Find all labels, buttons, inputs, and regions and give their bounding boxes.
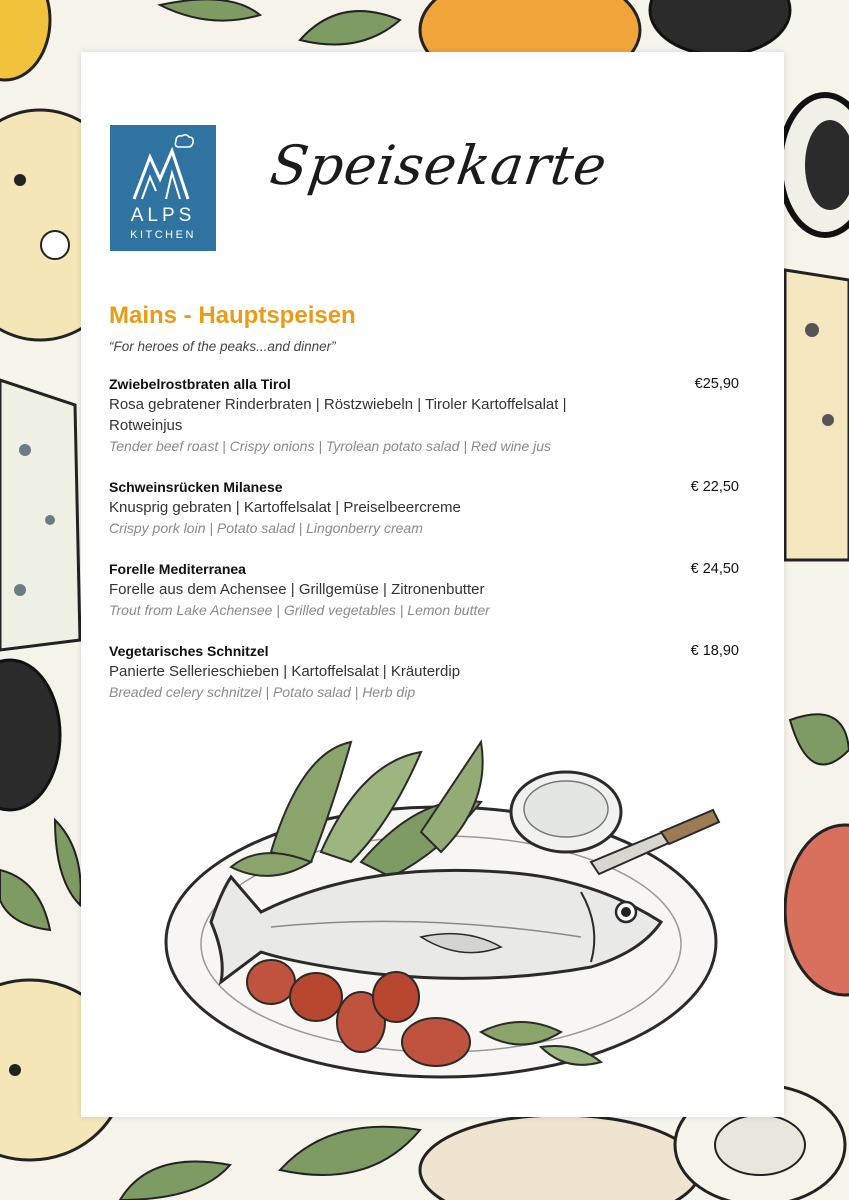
dish-description-de: Panierte Sellerieschieben | Kartoffelsalat | Kräuterdip (109, 663, 461, 680)
menu-card (81, 52, 784, 1117)
dish-name: Vegetarisches Schnitzel (109, 643, 269, 659)
dish-price: € 22,50 (690, 479, 739, 495)
dish-description-de: Rosa gebratener Rinderbraten | Röstzwiebeln | Tiroler Kartoffelsalat | Rotweinjus (109, 396, 567, 434)
logo-text-kitchen: KITCHEN (130, 229, 196, 241)
dish-description-de: Knusprig gebraten | Kartoffelsalat | Preiselbeercreme (109, 499, 461, 516)
section-title: Mains - Hauptspeisen (109, 302, 356, 329)
page-title: Speisekarte (266, 134, 612, 197)
menu-item (109, 477, 741, 538)
dish-description-en: Breaded celery schnitzel | Potato salad | Herb dip (109, 684, 416, 700)
dish-price: € 18,90 (690, 643, 739, 659)
dish-description-en: Trout from Lake Achensee | Grilled vegetables | Lemon butter (109, 602, 490, 618)
mountain-chef-hat-icon (132, 133, 194, 201)
logo-text-alps: ALPS (130, 205, 196, 226)
dish-price: € 24,50 (690, 561, 739, 577)
menu-item (109, 374, 741, 456)
dish-description-en: Tender beef roast | Crispy onions | Tyrolean potato salad | Red wine jus (109, 438, 552, 454)
alps-kitchen-logo (110, 125, 216, 251)
menu-item (109, 559, 741, 620)
menu-item (109, 641, 741, 702)
dish-name: Zwiebelrostbraten alla Tirol (109, 376, 291, 392)
dish-name: Schweinsrücken Milanese (109, 479, 283, 495)
dish-name: Forelle Mediterranea (109, 561, 246, 577)
section-tagline: “For heroes of the peaks...and dinner” (109, 339, 336, 354)
dish-description-de: Forelle aus dem Achensee | Grillgemüse | Zitronenbutter (109, 581, 485, 598)
dish-price: €25,90 (694, 376, 739, 392)
dish-description-en: Crispy pork loin | Potato salad | Lingonberry cream (109, 520, 423, 536)
fish-plate-illustration (121, 712, 741, 1102)
